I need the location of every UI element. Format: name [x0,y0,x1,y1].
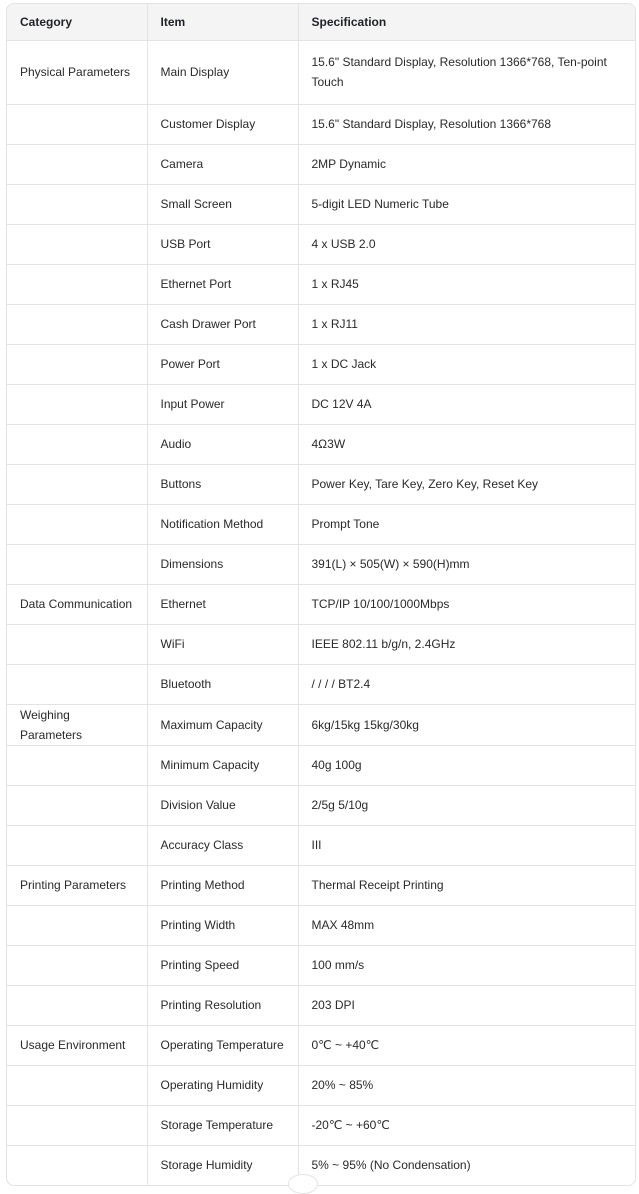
cell-item: WiFi [147,624,298,664]
cell-category [7,785,147,825]
table-row [7,664,635,704]
table-row [7,144,635,184]
cell-item: USB Port [147,224,298,264]
table-row [7,224,635,264]
cell-category [7,745,147,785]
cell-spec: -20℃ ~ +60℃ [298,1105,635,1145]
cell-item: Printing Method [147,865,298,905]
header-item: Item [147,4,298,40]
table-row [7,344,635,384]
cell-category [7,224,147,264]
cell-category [7,905,147,945]
cell-item: Printing Width [147,905,298,945]
cell-category [7,424,147,464]
cell-category [7,344,147,384]
cell-item: Minimum Capacity [147,745,298,785]
cell-category [7,624,147,664]
cell-item: Main Display [147,40,298,104]
cell-item: Maximum Capacity [147,704,298,745]
table-row [7,304,635,344]
cell-item: Audio [147,424,298,464]
cell-category [7,264,147,304]
table-row [7,865,635,905]
cell-spec: 20% ~ 85% [298,1065,635,1105]
cell-spec: IEEE 802.11 b/g/n, 2.4GHz [298,624,635,664]
cell-item: Cash Drawer Port [147,304,298,344]
cell-spec: Power Key, Tare Key, Zero Key, Reset Key [298,464,635,504]
scroll-handle[interactable] [288,1174,318,1194]
cell-spec: 15.6" Standard Display, Resolution 1366*768 [298,104,635,144]
table-row [7,584,635,624]
cell-spec: 1 x RJ11 [298,304,635,344]
table-row [7,264,635,304]
spec-table-container [6,3,636,1186]
table-row [7,104,635,144]
cell-spec: 1 x RJ45 [298,264,635,304]
cell-spec: 2/5g 5/10g [298,785,635,825]
cell-item: Input Power [147,384,298,424]
table-row [7,624,635,664]
table-row [7,504,635,544]
table-row [7,825,635,865]
cell-item: Storage Temperature [147,1105,298,1145]
cell-category [7,985,147,1025]
cell-spec: 100 mm/s [298,945,635,985]
cell-spec: 4 x USB 2.0 [298,224,635,264]
cell-spec: III [298,825,635,865]
table-row [7,785,635,825]
table-row [7,1105,635,1145]
header-row [7,4,635,40]
cell-spec: 1 x DC Jack [298,344,635,384]
table-row [7,544,635,584]
table-header [7,4,635,40]
header-specification: Specification [298,4,635,40]
cell-spec: 5% ~ 95% (No Condensation) [311,1158,471,1172]
cell-category [7,825,147,865]
cell-spec: Thermal Receipt Printing [298,865,635,905]
cell-category [7,464,147,504]
cell-spec: 203 DPI [298,985,635,1025]
spec-table [7,4,635,1185]
cell-category: Printing Parameters [7,865,147,905]
cell-item: Ethernet Port [147,264,298,304]
cell-item: Dimensions [147,544,298,584]
cell-spec: TCP/IP 10/100/1000Mbps [298,584,635,624]
cell-item: Power Port [147,344,298,384]
cell-item: Accuracy Class [147,825,298,865]
cell-spec: 4Ω3W [298,424,635,464]
table-row [7,704,635,745]
cell-item: Ethernet [147,584,298,624]
table-row [7,184,635,224]
cell-item: Camera [147,144,298,184]
cell-category [7,1105,147,1145]
cell-category [7,104,147,144]
cell-category [7,304,147,344]
cell-spec: / / / / BT2.4 [298,664,635,704]
cell-category [7,945,147,985]
table-body [7,40,635,1185]
table-row [7,40,635,104]
cell-spec: 40g 100g [298,745,635,785]
cell-item: Printing Speed [147,945,298,985]
cell-category [7,544,147,584]
header-category: Category [7,4,147,40]
cell-spec: 5-digit LED Numeric Tube [298,184,635,224]
cell-category [7,664,147,704]
cell-spec: 2MP Dynamic [298,144,635,184]
cell-item: Buttons [147,464,298,504]
cell-item: Operating Temperature [147,1025,298,1065]
cell-category [7,1065,147,1105]
cell-category [7,184,147,224]
table-row [7,905,635,945]
cell-item: Division Value [147,785,298,825]
cell-category: Physical Parameters [7,40,147,104]
table-row [7,1145,635,1185]
cell-category [7,504,147,544]
cell-item: Customer Display [147,104,298,144]
cell-category: Weighing Parameters [7,704,147,745]
cell-spec: 15.6" Standard Display, Resolution 1366*768, Ten-point Touch [298,40,635,104]
cell-spec: 0℃ ~ +40℃ [298,1025,635,1065]
cell-item: Operating Humidity [147,1065,298,1105]
cell-category: Data Communication [7,584,147,624]
cell-category [7,144,147,184]
cell-spec: Prompt Tone [298,504,635,544]
cell-spec: 391(L) × 505(W) × 590(H)mm [298,544,635,584]
cell-category [7,384,147,424]
cell-item: Bluetooth [147,664,298,704]
table-row [7,424,635,464]
cell-item: Notification Method [147,504,298,544]
cell-spec: 6kg/15kg 15kg/30kg [298,704,635,745]
table-row [7,384,635,424]
table-row [7,945,635,985]
table-row [7,985,635,1025]
cell-spec: DC 12V 4A [298,384,635,424]
cell-item: Storage Humidity [147,1145,298,1185]
cell-item: Printing Resolution [147,985,298,1025]
table-row [7,1065,635,1105]
cell-category [7,1145,147,1185]
cell-spec: MAX 48mm [298,905,635,945]
cell-category: Usage Environment [7,1025,147,1065]
table-row [7,745,635,785]
table-row [7,1025,635,1065]
cell-item: Small Screen [147,184,298,224]
table-row [7,464,635,504]
